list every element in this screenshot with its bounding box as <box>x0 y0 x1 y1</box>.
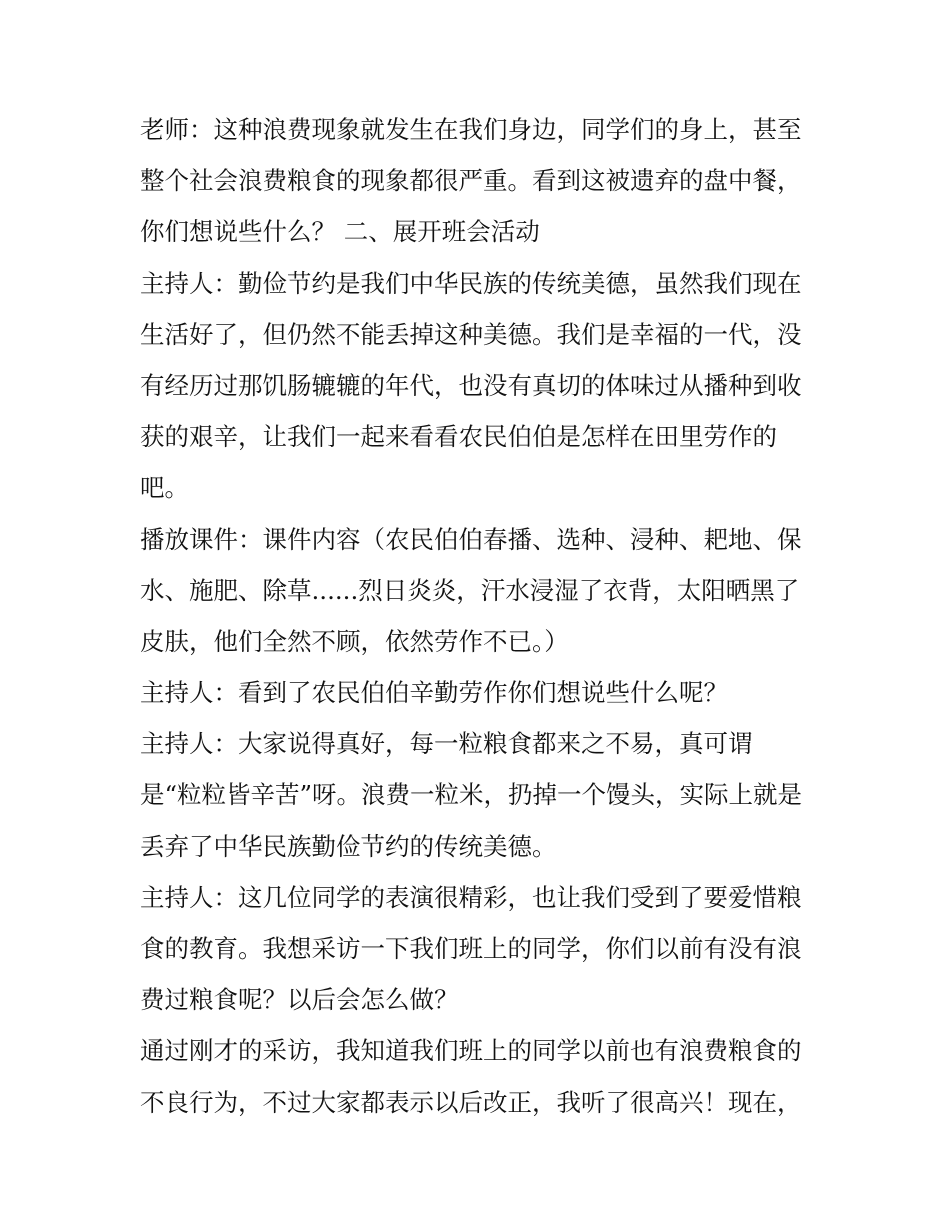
text-line: 通过刚才的采访，我知道我们班上的同学以前也有浪费粮食的 <box>140 1036 802 1066</box>
text-line: 是“粒粒皆辛苦”呀。浪费一粒米，扔掉一个馒头，实际上就是 <box>140 780 803 810</box>
text-line: 整个社会浪费粮食的现象都很严重。看到这被遗弃的盘中餐， <box>140 166 802 196</box>
text-line: 你们想说些什么？ 二、展开班会活动 <box>140 217 540 247</box>
text-line: 水、施肥、除草......烈日炎炎，汗水浸湿了衣背，太阳晒黑了 <box>140 575 800 605</box>
text-line: 获的艰辛，让我们一起来看看农民伯伯是怎样在田里劳作的 <box>140 422 777 452</box>
text-line: 主持人：看到了农民伯伯辛勤劳作你们想说些什么呢？ <box>140 678 728 708</box>
text-line: 主持人：大家说得真好，每一粒粮食都来之不易，真可谓 <box>140 729 753 759</box>
text-line: 播放课件：课件内容（农民伯伯春播、选种、浸种、耙地、保 <box>140 524 802 554</box>
text-line: 皮肤，他们全然不顾，依然劳作不已。） <box>140 626 569 656</box>
text-line: 不良行为，不过大家都表示以后改正，我听了很高兴！现在， <box>140 1087 802 1117</box>
text-line: 主持人：这几位同学的表演很精彩，也让我们受到了要爱惜粮 <box>140 882 802 912</box>
document-body <box>140 104 820 1128</box>
text-line: 费过粮食呢？以后会怎么做？ <box>140 985 459 1015</box>
text-line: 主持人：勤俭节约是我们中华民族的传统美德，虽然我们现在 <box>140 268 802 298</box>
text-line: 丢弃了中华民族勤俭节约的传统美德。 <box>140 831 557 861</box>
text-line: 吧。 <box>140 473 189 503</box>
text-line: 有经历过那饥肠辘辘的年代，也没有真切的体味过从播种到收 <box>140 370 802 400</box>
text-line: 生活好了，但仍然不能丢掉这种美德。我们是幸福的一代，没 <box>140 319 802 349</box>
text-line: 老师：这种浪费现象就发生在我们身边，同学们的身上，甚至 <box>140 115 802 144</box>
text-line: 食的教育。我想采访一下我们班上的同学，你们以前有没有浪 <box>140 934 802 963</box>
